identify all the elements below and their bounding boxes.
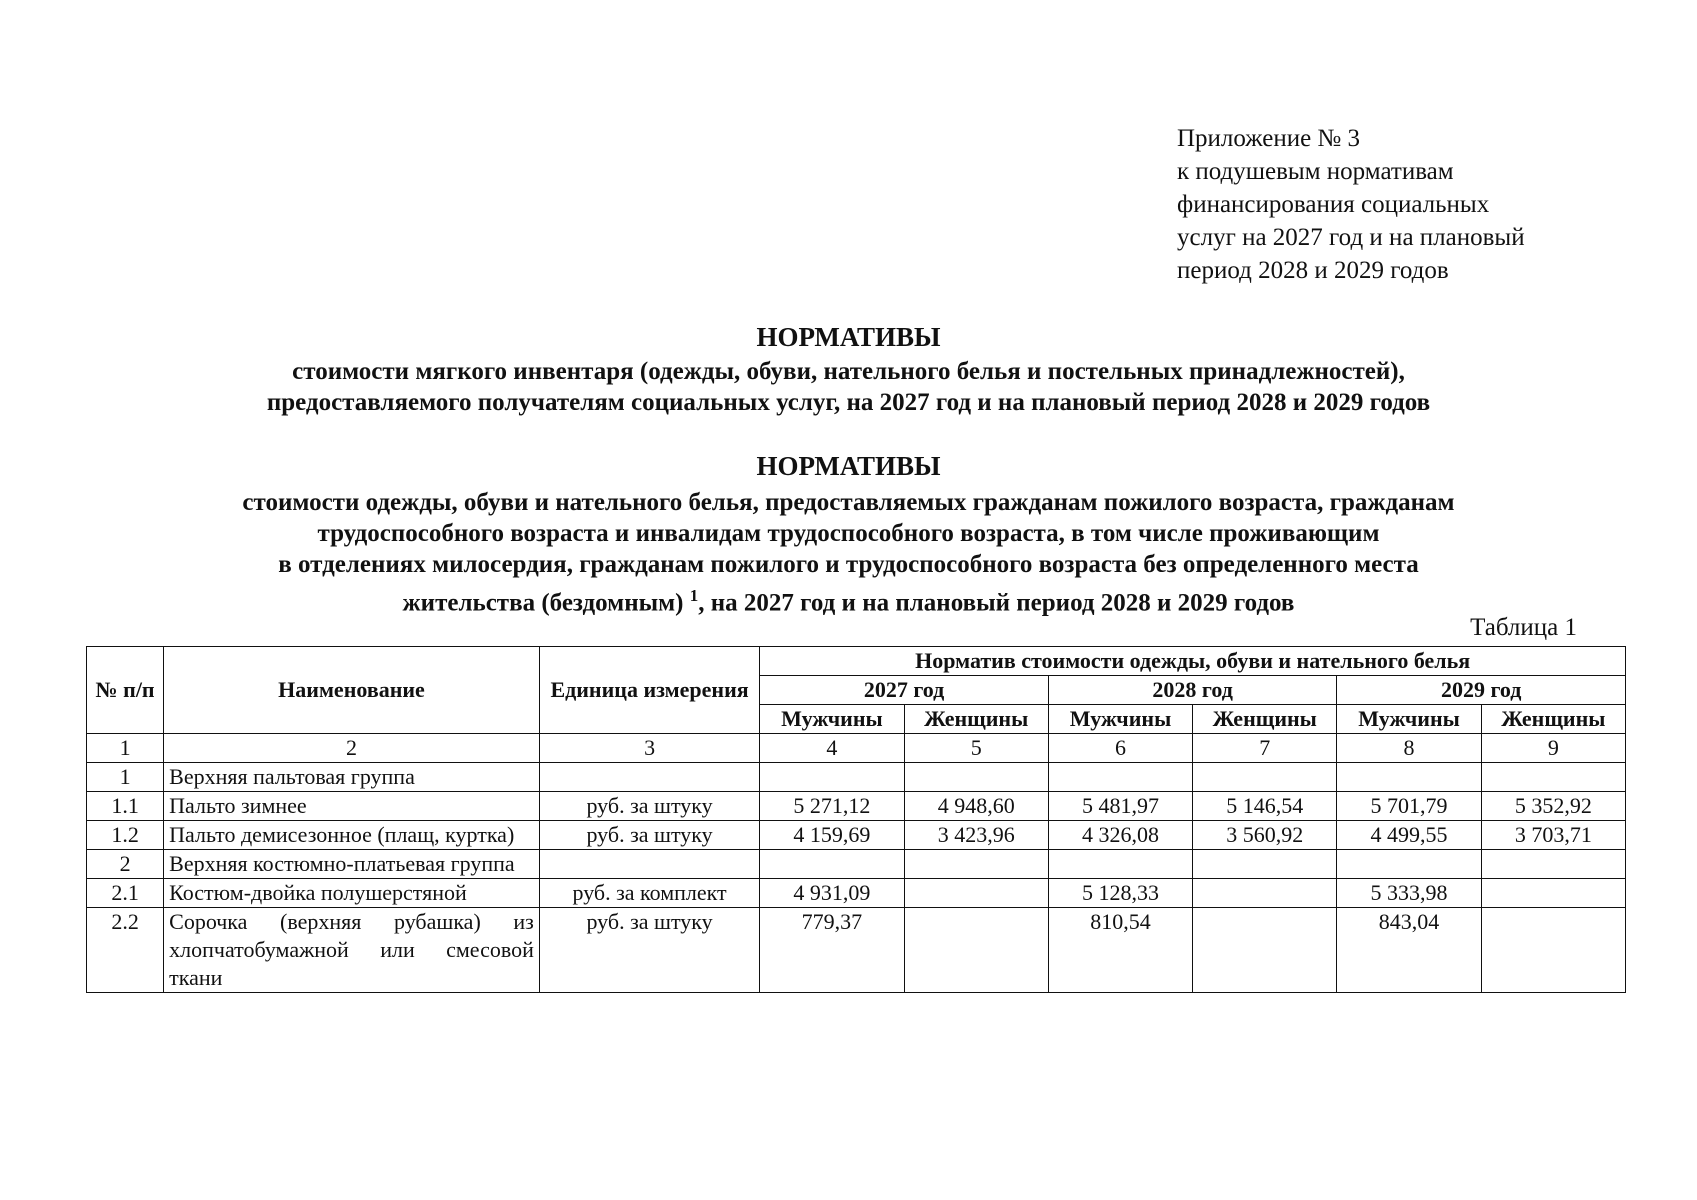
header-num: № п/п xyxy=(87,647,164,734)
column-number: 8 xyxy=(1337,734,1481,763)
row-value: 4 159,69 xyxy=(760,821,904,850)
header-year: 2029 год xyxy=(1337,676,1626,705)
column-number: 2 xyxy=(164,734,540,763)
row-value xyxy=(1481,908,1625,993)
column-number-row xyxy=(87,734,1626,763)
header-gender: Женщины xyxy=(1193,705,1337,734)
table-row xyxy=(87,850,1626,879)
appendix-line: Приложение № 3 xyxy=(1177,125,1361,152)
title-2-last-post: , на 2027 год и на плановый период 2028 и 2029 годов xyxy=(698,589,1295,617)
row-value: 3 703,71 xyxy=(1481,821,1625,850)
table-row xyxy=(87,792,1626,821)
row-name: Верхняя костюмно-платьевая группа xyxy=(164,850,540,879)
column-number: 5 xyxy=(904,734,1048,763)
title-1: НОРМАТИВЫ xyxy=(756,322,941,352)
row-value: 4 931,09 xyxy=(760,879,904,908)
title-1-subtitle xyxy=(0,356,1697,418)
header-gender: Мужчины xyxy=(1048,705,1192,734)
header-unit: Единица измерения xyxy=(539,647,759,734)
row-value xyxy=(1193,908,1337,993)
row-value xyxy=(1337,763,1481,792)
row-value xyxy=(904,879,1048,908)
row-value xyxy=(760,850,904,879)
row-value: 5 146,54 xyxy=(1193,792,1337,821)
appendix-block xyxy=(1177,122,1525,287)
header-year: 2028 год xyxy=(1048,676,1337,705)
row-unit: руб. за штуку xyxy=(539,792,759,821)
row-number: 2.2 xyxy=(87,908,164,993)
row-value: 4 326,08 xyxy=(1048,821,1192,850)
row-number: 1.1 xyxy=(87,792,164,821)
column-number: 9 xyxy=(1481,734,1625,763)
header-gender: Мужчины xyxy=(760,705,904,734)
row-value: 810,54 xyxy=(1048,908,1192,993)
row-value: 5 481,97 xyxy=(1048,792,1192,821)
appendix-line: к подушевым нормативам xyxy=(1177,158,1454,185)
row-unit xyxy=(539,763,759,792)
row-value xyxy=(1048,850,1192,879)
header-gender: Женщины xyxy=(904,705,1048,734)
row-name: Пальто демисезонное (плащ, куртка) xyxy=(164,821,540,850)
row-value: 5 701,79 xyxy=(1337,792,1481,821)
row-value xyxy=(904,763,1048,792)
title-1-line: стоимости мягкого инвентаря (одежды, обуви, нательного белья и постельных принадлежностей), xyxy=(292,358,1405,385)
row-value xyxy=(1481,850,1625,879)
norms-table xyxy=(86,646,1626,993)
row-value xyxy=(904,908,1048,993)
row-name: Сорочка (верхняя рубашка) из хлопчатобумажной или смесовой ткани xyxy=(164,908,540,993)
title-2-line: стоимости одежды, обуви и нательного белья, предоставляемых гражданам пожилого возраста, гражданам xyxy=(242,489,1455,516)
title-2-line: трудоспособного возраста и инвалидам трудоспособного возраста, в том числе проживающим xyxy=(317,520,1380,547)
row-value: 779,37 xyxy=(760,908,904,993)
row-value: 4 948,60 xyxy=(904,792,1048,821)
row-name: Верхняя пальтовая группа xyxy=(164,763,540,792)
column-number: 1 xyxy=(87,734,164,763)
row-value: 5 352,92 xyxy=(1481,792,1625,821)
row-value: 3 560,92 xyxy=(1193,821,1337,850)
footnote-marker: 1 xyxy=(689,586,699,605)
row-number: 2.1 xyxy=(87,879,164,908)
appendix-line: период 2028 и 2029 годов xyxy=(1177,257,1449,284)
title-2: НОРМАТИВЫ xyxy=(756,451,941,481)
row-value: 5 128,33 xyxy=(1048,879,1192,908)
title-2-line: в отделениях милосердия, гражданам пожилого и трудоспособного возраста без определенного места xyxy=(278,551,1419,578)
row-unit xyxy=(539,850,759,879)
row-value xyxy=(1481,763,1625,792)
row-unit: руб. за комплект xyxy=(539,879,759,908)
header-name: Наименование xyxy=(164,647,540,734)
row-number: 1.2 xyxy=(87,821,164,850)
title-2-last-pre: жительства (бездомным) xyxy=(402,589,684,617)
appendix-line: финансирования социальных xyxy=(1177,191,1490,218)
row-value: 843,04 xyxy=(1337,908,1481,993)
column-number: 6 xyxy=(1048,734,1192,763)
title-2-subtitle xyxy=(0,487,1697,618)
column-number: 4 xyxy=(760,734,904,763)
column-number: 7 xyxy=(1193,734,1337,763)
row-value xyxy=(1193,850,1337,879)
row-unit: руб. за штуку xyxy=(539,908,759,993)
row-value xyxy=(1193,879,1337,908)
row-value: 5 333,98 xyxy=(1337,879,1481,908)
title-2-line-last xyxy=(0,580,1697,618)
header-year: 2027 год xyxy=(760,676,1049,705)
title-1-line: предоставляемого получателям социальных услуг, на 2027 год и на плановый период 2028 и 2029 годов xyxy=(266,389,1431,416)
row-value: 3 423,96 xyxy=(904,821,1048,850)
table-row xyxy=(87,821,1626,850)
table-row xyxy=(87,908,1626,993)
appendix-line: услуг на 2027 год и на плановый xyxy=(1177,224,1525,251)
row-value xyxy=(1481,879,1625,908)
header-gender: Мужчины xyxy=(1337,705,1481,734)
row-unit: руб. за штуку xyxy=(539,821,759,850)
row-name: Костюм-двойка полушерстяной xyxy=(164,879,540,908)
header-group: Норматив стоимости одежды, обуви и нательного белья xyxy=(760,647,1626,676)
table-row xyxy=(87,879,1626,908)
header-gender: Женщины xyxy=(1481,705,1625,734)
row-value: 4 499,55 xyxy=(1337,821,1481,850)
row-number: 2 xyxy=(87,850,164,879)
row-number: 1 xyxy=(87,763,164,792)
column-number: 3 xyxy=(539,734,759,763)
row-value xyxy=(760,763,904,792)
table-row xyxy=(87,763,1626,792)
row-value xyxy=(1048,763,1192,792)
row-name: Пальто зимнее xyxy=(164,792,540,821)
row-value: 5 271,12 xyxy=(760,792,904,821)
row-value xyxy=(904,850,1048,879)
row-value xyxy=(1193,763,1337,792)
table-label: Таблица 1 xyxy=(1470,614,1577,641)
row-value xyxy=(1337,850,1481,879)
